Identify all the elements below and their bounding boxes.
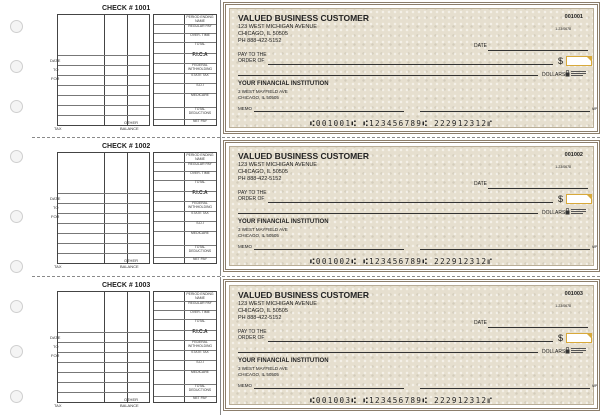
- date-field[interactable]: [488, 188, 588, 189]
- payroll-label: S.D.I: [196, 221, 204, 225]
- stub-other-label: OTHER: [124, 397, 138, 402]
- payroll-label: OVER- TIME: [190, 33, 210, 37]
- payroll-label: MEDICARE: [191, 370, 209, 374]
- payroll-label: FEDERAL WITHHOLDING: [187, 201, 213, 209]
- amount-words-field[interactable]: [238, 352, 538, 353]
- stub-other-label: OTHER: [124, 258, 138, 263]
- payroll-label: S.D.I: [196, 360, 204, 364]
- stub-check-number: CHECK # 1001: [102, 5, 151, 12]
- binder-hole-icon: [10, 300, 23, 313]
- signature-field[interactable]: [420, 249, 590, 250]
- payroll-label: S.D.I: [196, 83, 204, 87]
- memo-label: MEMO: [238, 244, 252, 249]
- fractional-routing: 1-23/0678: [555, 27, 571, 31]
- memo-field[interactable]: [254, 249, 404, 250]
- binder-hole-icon: [10, 20, 23, 33]
- check-face: [229, 146, 598, 266]
- binder-holes: [0, 0, 32, 415]
- bank-name: YOUR FINANCIAL INSTITUTION: [238, 81, 329, 87]
- payroll-label: MEDICARE: [191, 93, 209, 97]
- payroll-label: REGULAR PAY: [188, 301, 212, 305]
- check-number: 001002: [564, 152, 583, 158]
- amount-words-field[interactable]: [238, 75, 538, 76]
- signature-field[interactable]: [420, 388, 590, 389]
- payroll-label: NET PAY: [193, 257, 207, 261]
- payee-field[interactable]: [268, 64, 553, 65]
- perforation-line: [32, 276, 600, 277]
- stub-to-label: TO: [53, 205, 59, 210]
- stub-balance-label: BALANCE: [120, 126, 139, 131]
- mp-label: MP: [592, 107, 598, 111]
- bank-address-line2: CHICAGO, IL 50505: [238, 95, 279, 100]
- binder-hole-icon: [10, 210, 23, 223]
- dollar-sign: $: [558, 56, 564, 66]
- binder-hole-icon: [10, 100, 23, 113]
- bank-address-line1: 3 WEST MAYFIELD AVE: [238, 89, 288, 94]
- fractional-routing: 1-23/0678: [555, 165, 571, 169]
- micr-line: ⑆001001⑆ ⑆123456789⑆ 222912312⑈: [310, 119, 494, 128]
- dollar-sign: $: [558, 333, 564, 343]
- micr-line: ⑆001002⑆ ⑆123456789⑆ 222912312⑈: [310, 257, 494, 266]
- amount-field[interactable]: [566, 56, 592, 66]
- payroll-label: F.I.C.A: [192, 52, 208, 58]
- payee-field[interactable]: [268, 341, 553, 342]
- check-stub: [32, 277, 217, 415]
- business-address-line1: 123 WEST MICHIGAN AVENUE: [238, 162, 317, 168]
- dollars-label: DOLLARS: [542, 72, 566, 78]
- bank-address-line2: CHICAGO, IL 50505: [238, 372, 279, 377]
- dollars-label: DOLLARS: [542, 349, 566, 355]
- payroll-label: OVER- TIME: [190, 171, 210, 175]
- payroll-label: PERIOD ENDING NAME: [186, 292, 214, 300]
- payroll-label: TOTAL DEDUCTIONS: [188, 107, 212, 115]
- stub-ledger: [57, 152, 150, 264]
- payroll-label: STATE TAX: [191, 211, 209, 215]
- payroll-label: NET PAY: [193, 396, 207, 400]
- stub-ledger: [57, 14, 150, 126]
- stub-payroll-table: [153, 152, 217, 264]
- stub-for-label: FOR: [51, 76, 60, 81]
- padlock-security-icon: [565, 70, 587, 77]
- amount-words-field[interactable]: [238, 213, 538, 214]
- check: [223, 140, 600, 272]
- payee-field[interactable]: [268, 202, 553, 203]
- date-field[interactable]: [488, 50, 588, 51]
- check-row: [32, 138, 600, 276]
- business-address-line1: 123 WEST MICHIGAN AVENUE: [238, 24, 317, 30]
- pay-to-label: PAY TO THE ORDER OF: [238, 190, 267, 202]
- check-row: [32, 0, 600, 138]
- check: [223, 2, 600, 134]
- check-face: [229, 285, 598, 405]
- business-phone: PH 888-422-5152: [238, 38, 282, 44]
- payroll-label: TOTAL DEDUCTIONS: [188, 245, 212, 253]
- stub-to-label: TO: [53, 344, 59, 349]
- stub-date-label: DATE: [50, 335, 61, 340]
- business-name: VALUED BUSINESS CUSTOMER: [238, 290, 369, 300]
- memo-label: MEMO: [238, 383, 252, 388]
- micr-line: ⑆001003⑆ ⑆123456789⑆ 222912312⑈: [310, 396, 494, 405]
- stub-check-number: CHECK # 1003: [102, 282, 151, 289]
- business-address-line2: CHICAGO, IL 50505: [238, 308, 288, 314]
- payroll-label: REGULAR PAY: [188, 162, 212, 166]
- stub-other-label: OTHER: [124, 120, 138, 125]
- payroll-label: REGULAR PAY: [188, 24, 212, 28]
- business-address-line2: CHICAGO, IL 50505: [238, 169, 288, 175]
- business-name: VALUED BUSINESS CUSTOMER: [238, 13, 369, 23]
- business-address-line1: 123 WEST MICHIGAN AVENUE: [238, 301, 317, 307]
- mp-label: MP: [592, 384, 598, 388]
- stub-for-label: FOR: [51, 214, 60, 219]
- signature-field[interactable]: [420, 111, 590, 112]
- stub-balance-label: BALANCE: [120, 403, 139, 408]
- payroll-label: MEDICARE: [191, 231, 209, 235]
- payroll-label: TOTAL: [194, 42, 206, 46]
- stub-ledger: [57, 291, 150, 403]
- check-stub: [32, 0, 217, 138]
- date-label: DATE: [474, 181, 487, 187]
- binder-hole-icon: [10, 150, 23, 163]
- bank-name: YOUR FINANCIAL INSTITUTION: [238, 219, 329, 225]
- check-face: [229, 8, 598, 128]
- memo-field[interactable]: [254, 388, 404, 389]
- payroll-label: PERIOD ENDING NAME: [186, 153, 214, 161]
- stub-for-label: FOR: [51, 353, 60, 358]
- check-stub: [32, 138, 217, 276]
- bank-address-line1: 3 WEST MAYFIELD AVE: [238, 366, 288, 371]
- memo-field[interactable]: [254, 111, 404, 112]
- bank-address-line1: 3 WEST MAYFIELD AVE: [238, 227, 288, 232]
- stub-tax-label: TAX: [54, 264, 62, 269]
- stub-check-number: CHECK # 1002: [102, 143, 151, 150]
- dollar-sign: $: [558, 194, 564, 204]
- date-field[interactable]: [488, 327, 588, 328]
- check: [223, 279, 600, 411]
- check-number: 001001: [564, 14, 583, 20]
- memo-label: MEMO: [238, 106, 252, 111]
- binder-hole-icon: [10, 390, 23, 403]
- payroll-label: TOTAL DEDUCTIONS: [188, 384, 212, 392]
- stub-date-label: DATE: [50, 196, 61, 201]
- pay-to-label: PAY TO THE ORDER OF: [238, 329, 267, 341]
- stub-payroll-table: [153, 14, 217, 126]
- payroll-label: STATE TAX: [191, 73, 209, 77]
- padlock-security-icon: [565, 347, 587, 354]
- fractional-routing: 1-23/0678: [555, 304, 571, 308]
- payroll-label: FEDERAL WITHHOLDING: [187, 340, 213, 348]
- binder-hole-icon: [10, 260, 23, 273]
- date-label: DATE: [474, 43, 487, 49]
- date-label: DATE: [474, 320, 487, 326]
- stub-payroll-table: [153, 291, 217, 403]
- amount-field[interactable]: [566, 194, 592, 204]
- dollars-label: DOLLARS: [542, 210, 566, 216]
- pay-to-label: PAY TO THE ORDER OF: [238, 52, 267, 64]
- check-row: [32, 277, 600, 415]
- stub-balance-label: BALANCE: [120, 264, 139, 269]
- payroll-label: F.I.C.A: [192, 190, 208, 196]
- binder-hole-icon: [10, 345, 23, 358]
- stub-date-label: DATE: [50, 58, 61, 63]
- payroll-label: TOTAL: [194, 319, 206, 323]
- binder-hole-icon: [10, 60, 23, 73]
- perforation-line: [32, 137, 600, 138]
- payroll-label: FEDERAL WITHHOLDING: [187, 63, 213, 71]
- mp-label: MP: [592, 245, 598, 249]
- business-address-line2: CHICAGO, IL 50505: [238, 31, 288, 37]
- business-phone: PH 888-422-5152: [238, 176, 282, 182]
- bank-address-line2: CHICAGO, IL 50505: [238, 233, 279, 238]
- stub-to-label: TO: [53, 67, 59, 72]
- payroll-label: NET PAY: [193, 119, 207, 123]
- payroll-label: F.I.C.A: [192, 329, 208, 335]
- payroll-label: OVER- TIME: [190, 310, 210, 314]
- stub-tax-label: TAX: [54, 126, 62, 131]
- amount-field[interactable]: [566, 333, 592, 343]
- business-phone: PH 888-422-5152: [238, 315, 282, 321]
- payroll-label: PERIOD ENDING NAME: [186, 15, 214, 23]
- business-name: VALUED BUSINESS CUSTOMER: [238, 151, 369, 161]
- bank-name: YOUR FINANCIAL INSTITUTION: [238, 358, 329, 364]
- payroll-label: TOTAL: [194, 180, 206, 184]
- check-number: 001003: [564, 291, 583, 297]
- payroll-label: STATE TAX: [191, 350, 209, 354]
- stub-tax-label: TAX: [54, 403, 62, 408]
- padlock-security-icon: [565, 208, 587, 215]
